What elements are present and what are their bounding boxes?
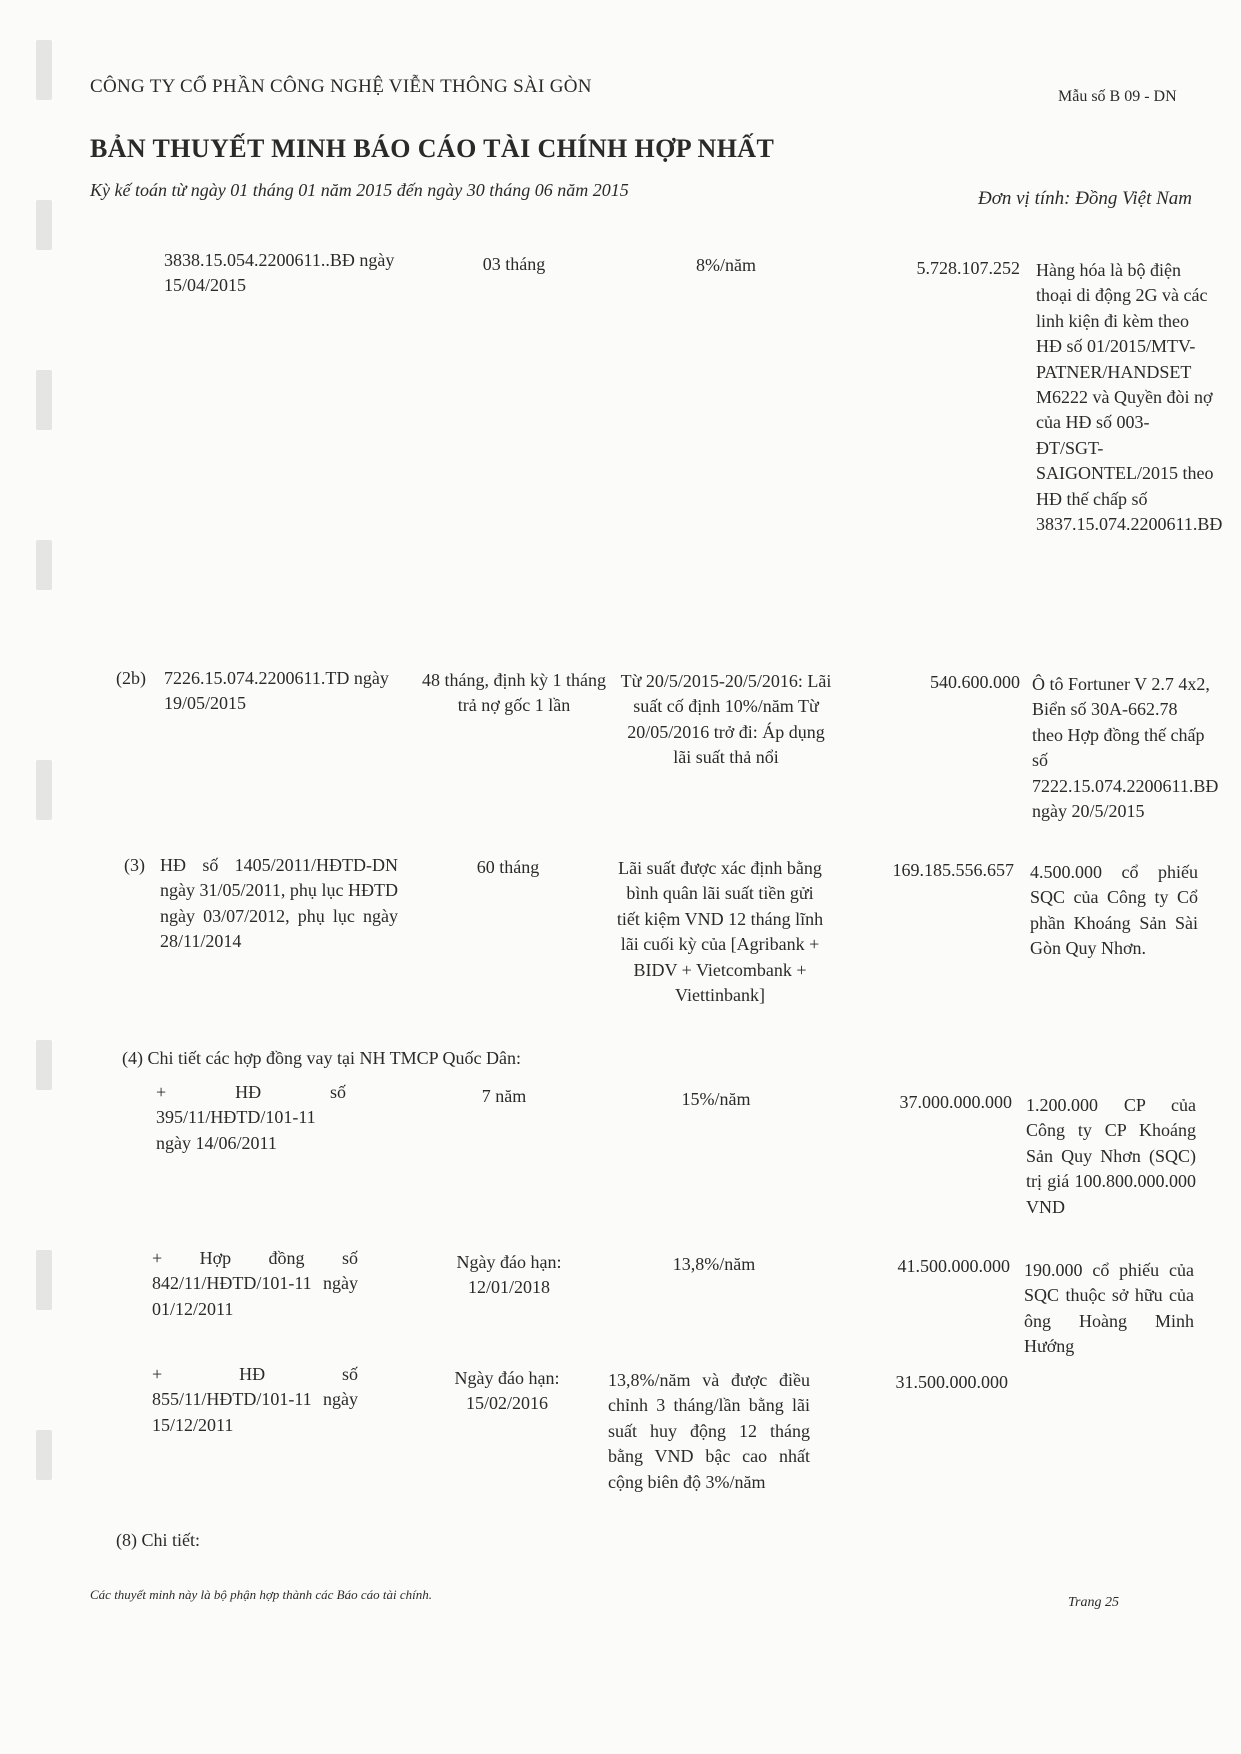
reporting-period: Kỳ kế toán từ ngày 01 tháng 01 năm 2015 đến ngày 30 tháng 06 năm 2015	[90, 180, 629, 200]
binding-mark	[36, 1250, 52, 1310]
binding-mark	[36, 200, 52, 250]
loan-contract: + Hợp đồng số 842/11/HĐTD/101-11 ngày 01/12/2011	[152, 1248, 358, 1319]
binding-mark	[36, 1040, 52, 1090]
loan-term: Ngày đáo hạn: 12/01/2018	[456, 1252, 562, 1298]
collateral: 4.500.000 cổ phiếu SQC của Công ty Cổ phần Khoáng Sản Sài Gòn Quy Nhơn.	[1030, 862, 1198, 959]
loan-term: 48 tháng, định kỳ 1 tháng trả nợ gốc 1 lần	[422, 670, 606, 716]
interest-rate: 8%/năm	[696, 255, 756, 275]
binding-mark	[36, 370, 52, 430]
loan-term: 03 tháng	[482, 254, 546, 274]
loan-term: 7 năm	[481, 1086, 527, 1106]
collateral: Hàng hóa là bộ điện thoại di động 2G và các linh kiện đi kèm theo HĐ số 01/2015/MTV-PATNER/HANDSET M6222 và Quyền đòi nợ của HĐ số 003-ĐT/SGT-SAIGONTEL/2015 theo HĐ thế chấp số 3837.15.074.2200611.BĐ	[1036, 260, 1223, 535]
interest-rate: 15%/năm	[681, 1089, 751, 1109]
section-heading: (4) Chi tiết các hợp đồng vay tại NH TMCP Quốc Dân:	[122, 1048, 521, 1068]
row-label: (3)	[124, 855, 145, 875]
footer-note: Các thuyết minh này là bộ phận hợp thành các Báo cáo tài chính.	[90, 1587, 432, 1602]
section-heading: (8) Chi tiết:	[116, 1530, 200, 1550]
binding-mark	[36, 540, 52, 590]
loan-amount: 169.185.556.657	[892, 860, 1014, 880]
collateral: 190.000 cổ phiếu của SQC thuộc sở hữu của ông Hoàng Minh Hướng	[1024, 1260, 1194, 1357]
binding-mark	[36, 1430, 52, 1480]
interest-rate: 13,8%/năm và được điều chỉnh 3 tháng/lần bằng lãi suất huy động 12 tháng bằng VND bậc cao nhất cộng biên độ 3%/năm	[608, 1370, 810, 1492]
loan-term: Ngày đáo hạn: 15/02/2016	[454, 1368, 560, 1414]
loan-amount: 41.500.000.000	[897, 1256, 1010, 1276]
loan-amount: 5.728.107.252	[916, 258, 1020, 278]
row-label: (2b)	[116, 668, 146, 688]
loan-term: 60 tháng	[476, 857, 540, 877]
loan-contract: + HĐ số 855/11/HĐTD/101-11 ngày 15/12/2011	[152, 1364, 358, 1435]
loan-contract: 7226.15.074.2200611.TD ngày 19/05/2015	[164, 668, 389, 714]
interest-rate: Từ 20/5/2015-20/5/2016: Lãi suất cố định 10%/năm Từ 20/05/2016 trở đi: Áp dụng lãi suất thả nổi	[620, 671, 832, 768]
company-name: CÔNG TY CỔ PHẦN CÔNG NGHỆ VIỄN THÔNG SÀI GÒN	[90, 76, 592, 97]
interest-rate: 13,8%/năm	[672, 1254, 756, 1274]
currency-unit: Đơn vị tính: Đồng Việt Nam	[978, 188, 1193, 209]
interest-rate: Lãi suất được xác định bằng bình quân lãi suất tiền gửi tiết kiệm VND 12 tháng lĩnh lãi cuối kỳ của [Agribank + BIDV + Vietcombank + Viettinbank]	[616, 858, 824, 1006]
loan-amount: 540.600.000	[930, 672, 1020, 692]
loan-contract: HĐ số 1405/2011/HĐTD-DN ngày 31/05/2011, phụ lục HĐTD ngày 03/07/2012, phụ lục ngày 28/11/2014	[160, 855, 398, 952]
loan-contract: + HĐ số 395/11/HĐTD/101-11 ngày 14/06/2011	[156, 1082, 346, 1153]
page-number: Trang 25	[1068, 1595, 1119, 1610]
binding-mark	[36, 40, 52, 100]
loan-amount: 31.500.000.000	[895, 1372, 1008, 1392]
form-number: Mẫu số B 09 - DN	[1058, 88, 1177, 105]
collateral: 1.200.000 CP của Công ty CP Khoáng Sản Quy Nhơn (SQC) trị giá 100.800.000.000 VND	[1026, 1095, 1196, 1217]
binding-mark	[36, 760, 52, 820]
page-title: BẢN THUYẾT MINH BÁO CÁO TÀI CHÍNH HỢP NHẤT	[90, 134, 775, 163]
loan-amount: 37.000.000.000	[899, 1092, 1012, 1112]
collateral: Ô tô Fortuner V 2.7 4x2, Biển số 30A-662.78 theo Hợp đồng thế chấp số 7222.15.074.2200611.BĐ ngày 20/5/2015	[1032, 674, 1219, 822]
loan-contract: 3838.15.054.2200611..BĐ ngày 15/04/2015	[164, 250, 395, 296]
